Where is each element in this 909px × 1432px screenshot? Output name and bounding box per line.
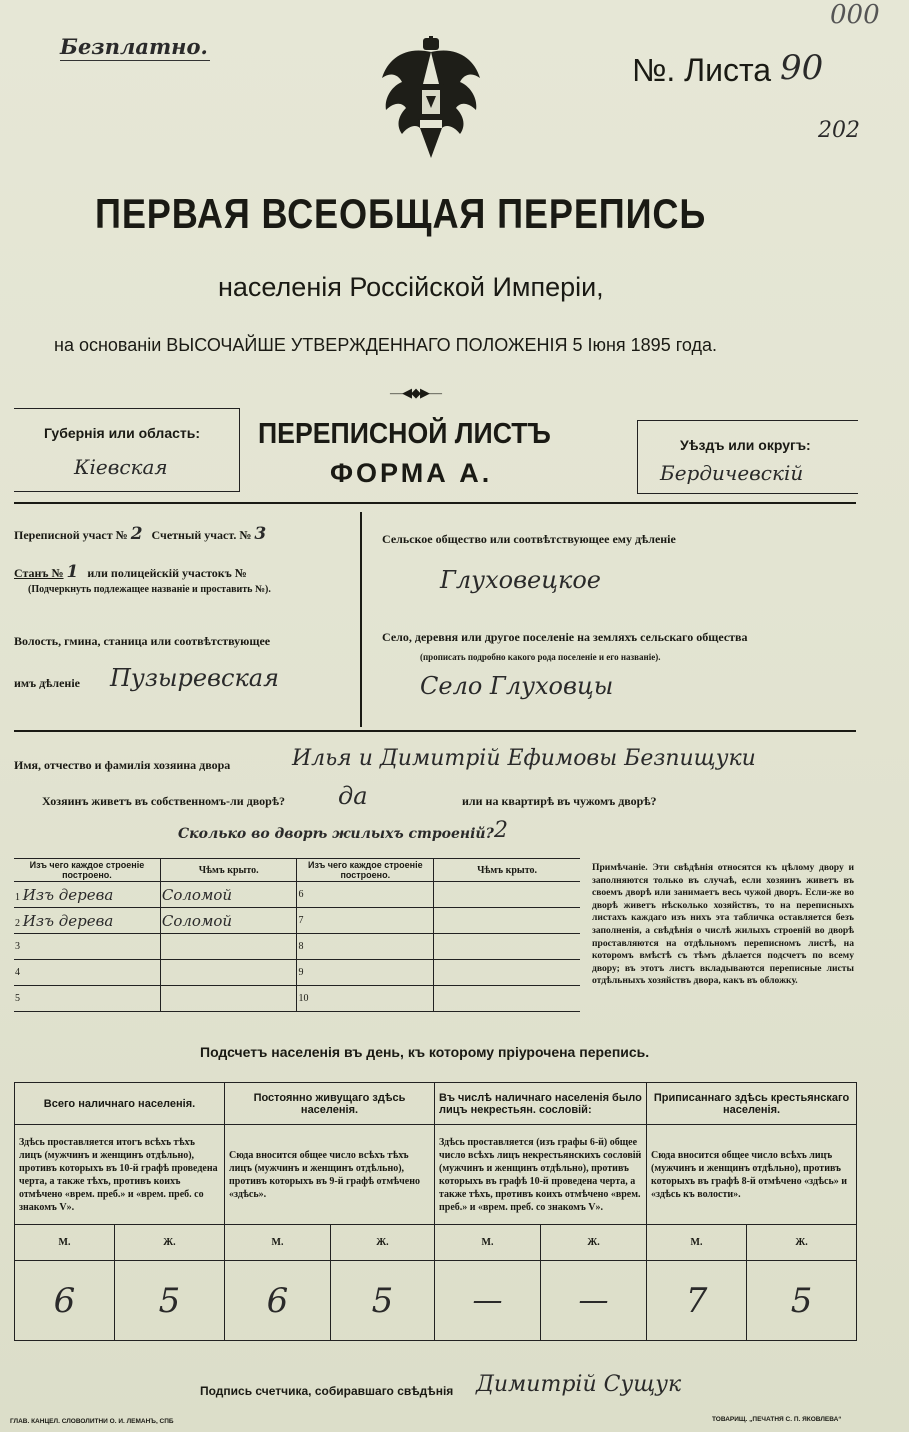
volost-label-2: имъ дѣленіе bbox=[14, 676, 80, 690]
corner-number: 202 bbox=[818, 118, 860, 143]
village-label: Село, деревня или другое поселеніе на земляхъ сельскаго общества bbox=[382, 630, 748, 644]
bld-row: 2 Изъ дерева Соломой 7 bbox=[14, 908, 580, 934]
bld-col-roof-right: Чѣмъ крыто. bbox=[434, 859, 580, 882]
bld-row: 5 10 bbox=[14, 986, 580, 1012]
value-cell: 6 bbox=[225, 1261, 331, 1341]
title-sub: населенія Россійской Имперіи, bbox=[218, 272, 604, 302]
volost-value: Пузыревская bbox=[110, 664, 279, 692]
pop-head-noncrest: Въ числѣ наличнаго населенія было лицъ некрестьян. сословій: bbox=[435, 1083, 647, 1125]
bld-col-roof-left: Чѣмъ крыто. bbox=[160, 859, 297, 882]
col-f: Ж. bbox=[115, 1225, 225, 1261]
bld-row: 4 9 bbox=[14, 960, 580, 986]
census-area: Переписной участ № 2 Счетный участ. № 3 bbox=[14, 524, 267, 544]
population-table bbox=[14, 1082, 857, 1341]
col-m: М. bbox=[225, 1225, 331, 1261]
block-top-rule bbox=[14, 502, 856, 504]
bld-row: 3 8 bbox=[14, 934, 580, 960]
uezd-value: Бердичевскій bbox=[660, 461, 804, 485]
bld-col-material-left: Изъ чего каждое строеніе построено. bbox=[14, 859, 160, 882]
value-cell: — bbox=[541, 1261, 647, 1341]
buildings-label: Сколько во дворѣ жилыхъ строеній? bbox=[178, 826, 494, 842]
block-divider bbox=[360, 512, 362, 727]
printer-left: ГЛАВ. КАНЦЕЛ. СЛОВОЛИТНИ О. И. ЛЕМАНЪ, СПБ bbox=[10, 1418, 174, 1425]
col-m: М. bbox=[435, 1225, 541, 1261]
population-title: Подсчетъ населенія въ день, къ которому пріурочена перепись. bbox=[200, 1044, 650, 1060]
double-headed-eagle-emblem bbox=[376, 36, 486, 166]
title-basis: на основаніи ВЫСОЧАЙШЕ УТВЕРЖДЕННАГО ПОЛОЖЕНІЯ 5 Іюня 1895 года. bbox=[54, 335, 718, 355]
value-cell: 7 bbox=[647, 1261, 747, 1341]
value-cell: 5 bbox=[115, 1261, 225, 1341]
pop-desc-registered: Сюда вносится общее число всѣхъ лицъ (мужчинъ и женщинъ отдѣльно), противъ которыхъ въ графѣ 8-й отмѣчено «здѣсь» и «здѣсь къ волости». bbox=[647, 1125, 857, 1225]
pop-head-total: Всего наличнаго населенія. bbox=[15, 1083, 225, 1125]
society-value: Глуховецкое bbox=[440, 566, 601, 594]
corner-mark: 000 bbox=[830, 0, 880, 30]
pop-head-registered: Приписаннаго здѣсь крестьянскаго населенія. bbox=[647, 1083, 857, 1125]
value-cell: 6 bbox=[15, 1261, 115, 1341]
guberniya-label: Губернія или область: bbox=[44, 425, 201, 441]
bld-row: 1 Изъ дерева Соломой 6 bbox=[14, 882, 580, 908]
printer-right: ТОВАРИЩ. „ПЕЧАТНЯ С. П. ЯКОВЛЕВА“ bbox=[712, 1416, 842, 1423]
volost-label-1: Волость, гмина, станица или соотвѣтствующее bbox=[14, 634, 271, 648]
guberniya-value: Кіевская bbox=[74, 455, 168, 479]
col-m: М. bbox=[15, 1225, 115, 1261]
free-underline bbox=[60, 60, 210, 61]
signature-value: Димитрій Сущук bbox=[476, 1372, 682, 1397]
uezd-box bbox=[637, 420, 858, 494]
village-note: (прописать подробно какого рода поселеніе и его названіе). bbox=[420, 652, 661, 662]
sheet-number-label: №. Листа bbox=[632, 52, 772, 88]
pop-desc-permanent: Сюда вносится общее число всѣхъ тѣхъ лицъ (мужчинъ и женщинъ отдѣльно), противъ которыхъ въ 9-й графѣ отмѣчено «здѣсь». bbox=[225, 1125, 435, 1225]
pop-desc-total: Здѣсь проставляется итогъ всѣхъ тѣхъ лицъ (мужчинъ и женщинъ отдѣльно), противъ которыхъ въ 10-й графѣ проведена черта, а также тѣхъ, противъ коихъ отмѣчено «врем. преб.» и «врем. преб. со знакомъ V». bbox=[15, 1125, 225, 1225]
pop-desc-noncrest: Здѣсь проставляется (изъ графы 6-й) общее число всѣхъ лицъ некрестьянскихъ сословій (мужчинъ и женщинъ отдѣльно), противъ которыхъ въ графѣ 10-й проведена черта, а также тѣхъ, противъ коихъ отмѣчено «врем. преб.» и «врем. преб. со знакомъ V». bbox=[435, 1125, 647, 1225]
free-label: Безплатно. bbox=[60, 34, 208, 59]
uezd-label: Уѣздъ или округъ: bbox=[680, 437, 811, 453]
own-house-label: Хозяинъ живетъ въ собственномъ-ли дворѣ? bbox=[42, 794, 286, 808]
owner-label: Имя, отчество и фамилія хозяина двора bbox=[14, 758, 231, 772]
rent-label: или на квартирѣ въ чужомъ дворѣ? bbox=[462, 794, 657, 808]
own-house-value: да bbox=[338, 782, 368, 810]
col-f: Ж. bbox=[541, 1225, 647, 1261]
col-f: Ж. bbox=[331, 1225, 435, 1261]
stan-note: (Подчеркнуть подлежащее названіе и проставить №). bbox=[28, 584, 271, 595]
value-cell: 5 bbox=[331, 1261, 435, 1341]
form-subtitle: ФОРМА А. bbox=[330, 458, 493, 488]
value-cell: 5 bbox=[747, 1261, 857, 1341]
ornament: ―◀◆▶― bbox=[390, 385, 441, 400]
col-f: Ж. bbox=[747, 1225, 857, 1261]
block-bottom-rule bbox=[14, 730, 856, 732]
title-main: ПЕРВАЯ ВСЕОБЩАЯ ПЕРЕПИСЬ bbox=[95, 190, 707, 237]
bld-col-material-right: Изъ чего каждое строеніе построено. bbox=[297, 859, 434, 882]
value-cell: — bbox=[435, 1261, 541, 1341]
society-label: Сельское общество или соотвѣтствующее ему дѣленіе bbox=[382, 532, 676, 546]
pop-head-permanent: Постоянно живущаго здѣсь населенія. bbox=[225, 1083, 435, 1125]
village-value: Село Глуховцы bbox=[420, 672, 614, 700]
form-title: ПЕРЕПИСНОЙ ЛИСТЪ bbox=[258, 418, 551, 450]
sheet-number-value: 90 bbox=[780, 48, 824, 88]
guberniya-box bbox=[14, 408, 240, 492]
signature-label: Подпись счетчика, собиравшаго свѣдѣнія bbox=[200, 1384, 454, 1398]
owner-value: Илья и Димитрій Ефимовы Безпищуки bbox=[292, 746, 756, 771]
note-block: Примѣчаніе. Эти свѣдѣнія относятся къ цѣлому двору и заполняются только въ случаѣ, если хозяинъ живетъ въ своемъ дворѣ или занимаетъ весь чужой дворъ. Если-же во дворѣ живетъ нѣсколько хозяйствъ, то на переписныхъ листахъ каждаго изъ нихъ эта табличка оставляется безъ заполненія, а свѣдѣнія о числѣ жилыхъ строеній во дворѣ проставляются на отдѣльномъ переписномъ листѣ, на которомъ вмѣстѣ съ тѣмъ дѣлается подсчетъ по всему двору; въ этотъ листъ вкладываются переписные листы отдѣльныхъ хозяйствъ двора, какъ въ обложку. bbox=[592, 862, 854, 987]
buildings-table bbox=[14, 858, 580, 1012]
col-m: М. bbox=[647, 1225, 747, 1261]
stan-line: Станъ № 1 или полицейскій участокъ № bbox=[14, 562, 247, 582]
buildings-value: 2 bbox=[494, 818, 508, 843]
